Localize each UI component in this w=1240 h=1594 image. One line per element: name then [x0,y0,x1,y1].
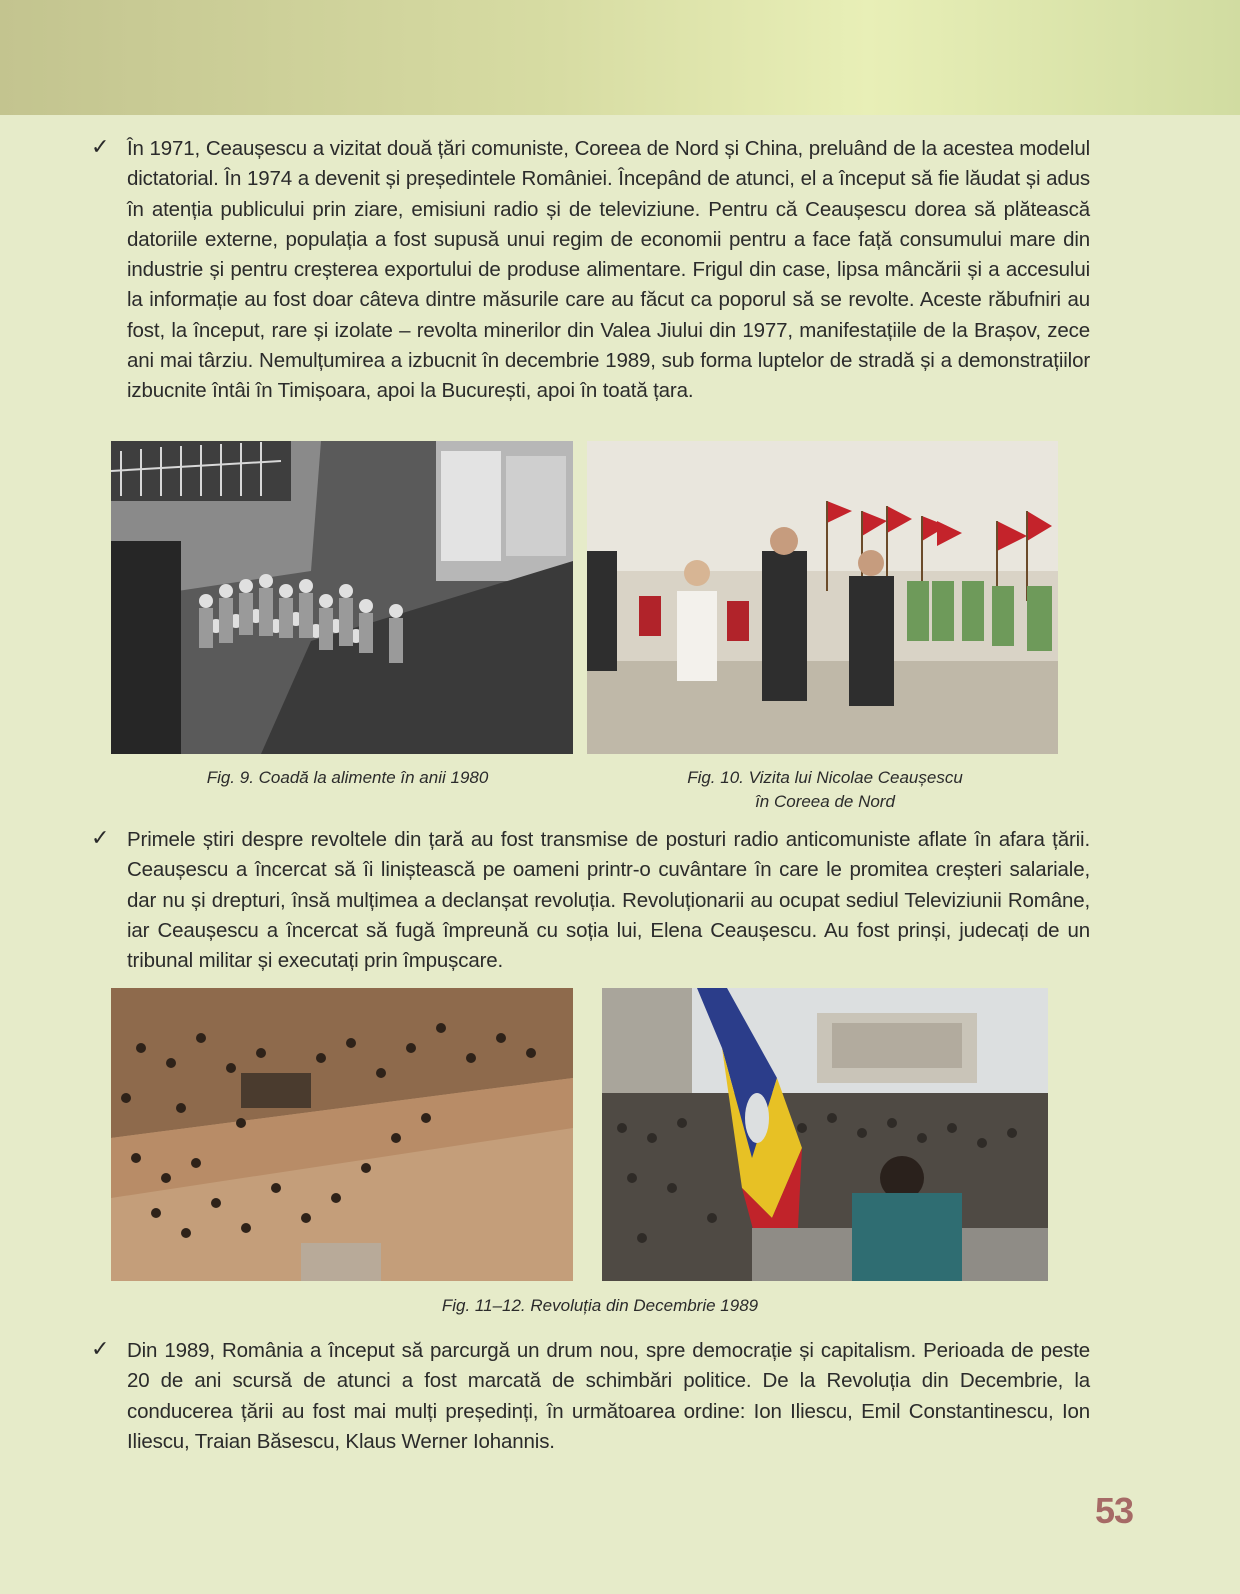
page-number: 53 [1095,1490,1134,1531]
header-band [0,0,1240,115]
figure-11-photo [111,988,573,1281]
checkmark-icon: ✓ [91,135,110,160]
figure-10-photo [587,441,1058,754]
figure-9-caption: Fig. 9. Coadă la alimente în anii 1980 [206,768,489,787]
figure-11-12-caption: Fig. 11–12. Revoluția din Decembrie 1989 [441,1296,759,1315]
figure-10-caption [640,766,1010,814]
figure-9-photo [111,441,573,754]
figure-10-caption-line-2: în Coreea de Nord [755,792,895,811]
figure-12-photo [602,988,1048,1281]
checkmark-icon: ✓ [91,826,110,851]
figure-10-caption-line-1: Fig. 10. Vizita lui Nicolae Ceaușescu [687,768,963,787]
paragraph-1971: În 1971, Ceaușescu a vizitat două țări comuniste, Coreea de Nord și China, preluând de la acestea modelul dictatorial. În 1974 a devenit și președintele României. Începând de atunci, el a început să fie lăudat și adus în atenția publicului prin ziare, emisiuni radio și de televiziune. Pentru că Ceaușescu dorea să plătească datoriile externe, populația a fost supusă unui regim de economii pentru a face față consumului mare din industrie și pentru creșterea exportului de produse alimentare. Frigul din case, lipsa mâncării și a accesului la informație au fost doar câteva dintre măsurile care au făcut ca poporul să se revolte. Aceste răbufniri au fost, la început, rare și izolate – revolta minerilor din Valea Jiului din 1977, manifestațiile de la Brașov, zece ani mai târziu. Nemulțumirea a izbucnit în decembrie 1989, sub forma luptelor de stradă și a demonstrațiilor izbucnite întâi în Timișoara, apoi la București, apoi în toată țara. [127,137,1090,403]
paragraph-revolution: Primele știri despre revoltele din țară au fost transmise de posturi radio anticomuniste aflate în afara țării. Ceaușescu a încercat să îi liniștească pe oameni printr-o cuvântare în care le promitea creșteri salariale, dar nu și drepturi, însă mulțimea a declanșat revoluția. Revoluționarii au ocupat sediul Televiziunii Române, iar Ceaușescu a încercat să fugă împreună cu soția lui, Elena Ceaușescu. Au fost prinși, judecați de un tribunal militar și executați prin împușcare. [127,828,1090,973]
checkmark-icon: ✓ [91,1337,110,1362]
paragraph-after-1989: Din 1989, România a început să parcurgă un drum nou, spre democrație și capitalism. Perioada de peste 20 de ani scursă de atunci a fost marcată de schimbări politice. De la Revoluția din Decembrie, la conducerea țării au fost mai mulți președinți, în următoarea ordine: Ion Iliescu, Emil Constantinescu, Ion Iliescu, Traian Băsescu, Klaus Werner Iohannis. [127,1339,1090,1453]
